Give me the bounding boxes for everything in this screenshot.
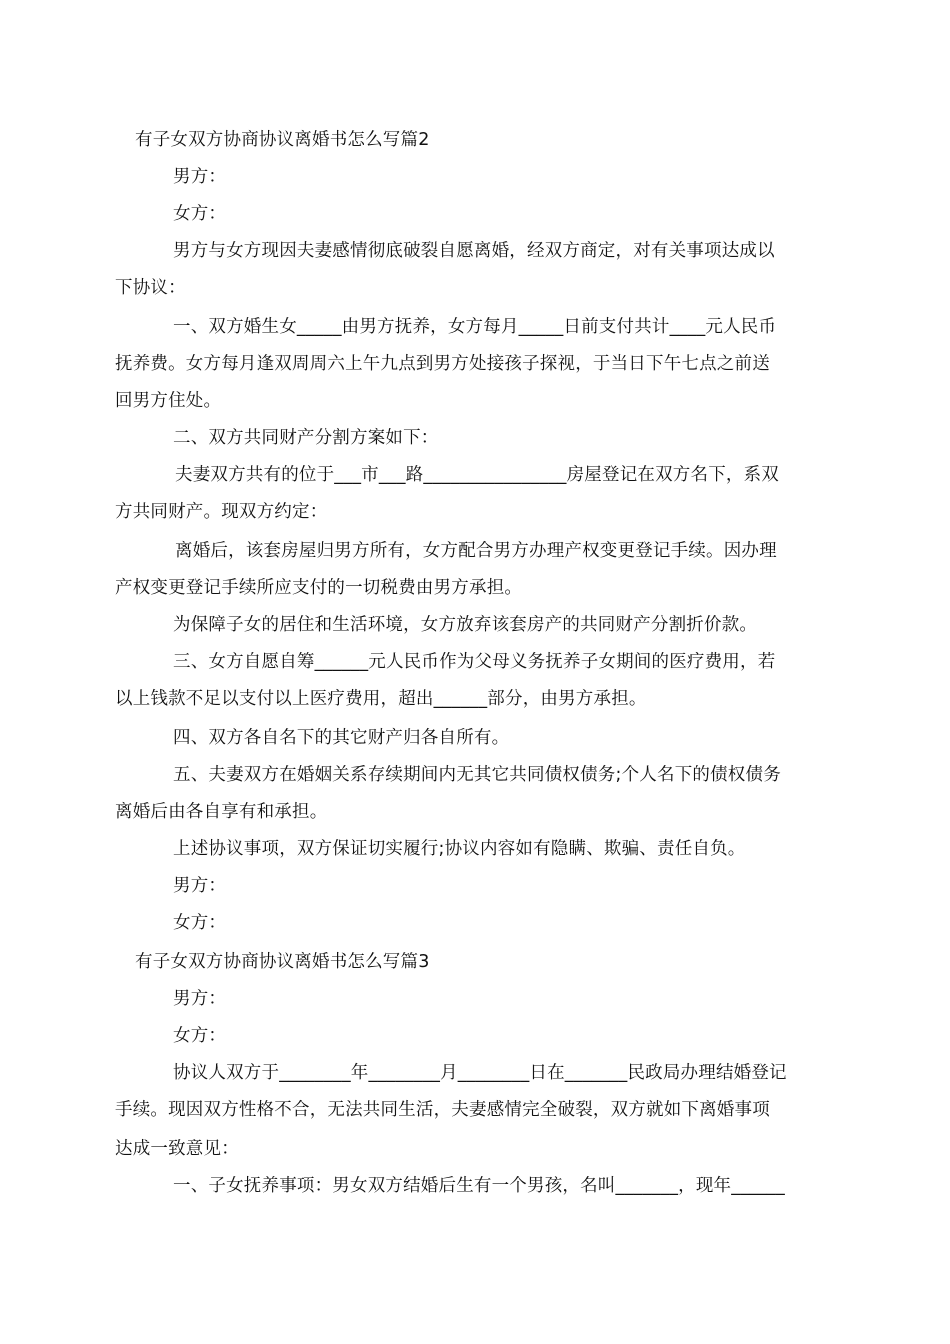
- clause-1-line: 抚养费。女方每月逢双周周六上午九点到男方处接孩子探视，于当日下午七点之前送: [115, 354, 770, 374]
- clause-1-line: 回男方住处。: [115, 391, 222, 411]
- clause-2-line: 夫妻双方共有的位于___市___路________________房屋登记在双方名下，系双: [175, 465, 779, 485]
- intro-paragraph-line: 达成一致意见：: [115, 1139, 239, 1159]
- man-label: 男方：: [173, 989, 227, 1009]
- section3-title: 有子女双方协商协议离婚书怎么写篇3: [135, 952, 430, 972]
- clause-2b-line: 离婚后，该套房屋归男方所有，女方配合男方办理产权变更登记手续。因办理: [175, 541, 777, 561]
- signature-man: 男方：: [173, 876, 227, 896]
- clause-1-line: 一、双方婚生女_____由男方抚养，女方每月_____日前支付共计____元人民币: [173, 317, 777, 337]
- clause-2c-line: 为保障子女的居住和生活环境，女方放弃该套房产的共同财产分割折价款。: [173, 615, 758, 635]
- woman-label: 女方：: [173, 1026, 227, 1046]
- intro-paragraph-line: 男方与女方现因夫妻感情彻底破裂自愿离婚，经双方商定，对有关事项达成以: [173, 241, 775, 261]
- clause-4-line: 四、双方各自名下的其它财产归各自所有。: [173, 728, 510, 748]
- clause-3-line: 以上钱款不足以支付以上医疗费用，超出______部分，由男方承担。: [115, 689, 647, 709]
- clause-2-line: 方共同财产。现双方约定：: [115, 502, 328, 522]
- clause-2b-line: 产权变更登记手续所应支付的一切税费由男方承担。: [115, 578, 523, 598]
- clause-5-line: 五、夫妻双方在婚姻关系存续期间内无其它共同债权债务;个人名下的债权债务: [173, 765, 781, 785]
- clause-3-line: 三、女方自愿自筹______元人民币作为父母义务抚养子女期间的医疗费用，若: [173, 652, 776, 672]
- intro-paragraph-line: 手续。现因双方性格不合，无法共同生活，夫妻感情完全破裂，双方就如下离婚事项: [115, 1100, 770, 1120]
- intro-paragraph-line: 下协议：: [115, 278, 186, 298]
- man-label: 男方：: [173, 167, 227, 187]
- clause-2-title: 二、双方共同财产分割方案如下：: [173, 428, 439, 448]
- signature-woman: 女方：: [173, 913, 227, 933]
- closing-statement: 上述协议事项，双方保证切实履行;协议内容如有隐瞒、欺骗、责任自负。: [173, 839, 746, 859]
- section2-title: 有子女双方协商协议离婚书怎么写篇2: [135, 130, 430, 150]
- clause-5-line: 离婚后由各自享有和承担。: [115, 802, 328, 822]
- clause-1-line: 一、子女抚养事项：男女双方结婚后生有一个男孩，名叫_______，现年______: [173, 1176, 785, 1196]
- intro-paragraph-line: 协议人双方于________年________月________日在_______民政局办理结婚登记: [173, 1063, 787, 1083]
- woman-label: 女方：: [173, 204, 227, 224]
